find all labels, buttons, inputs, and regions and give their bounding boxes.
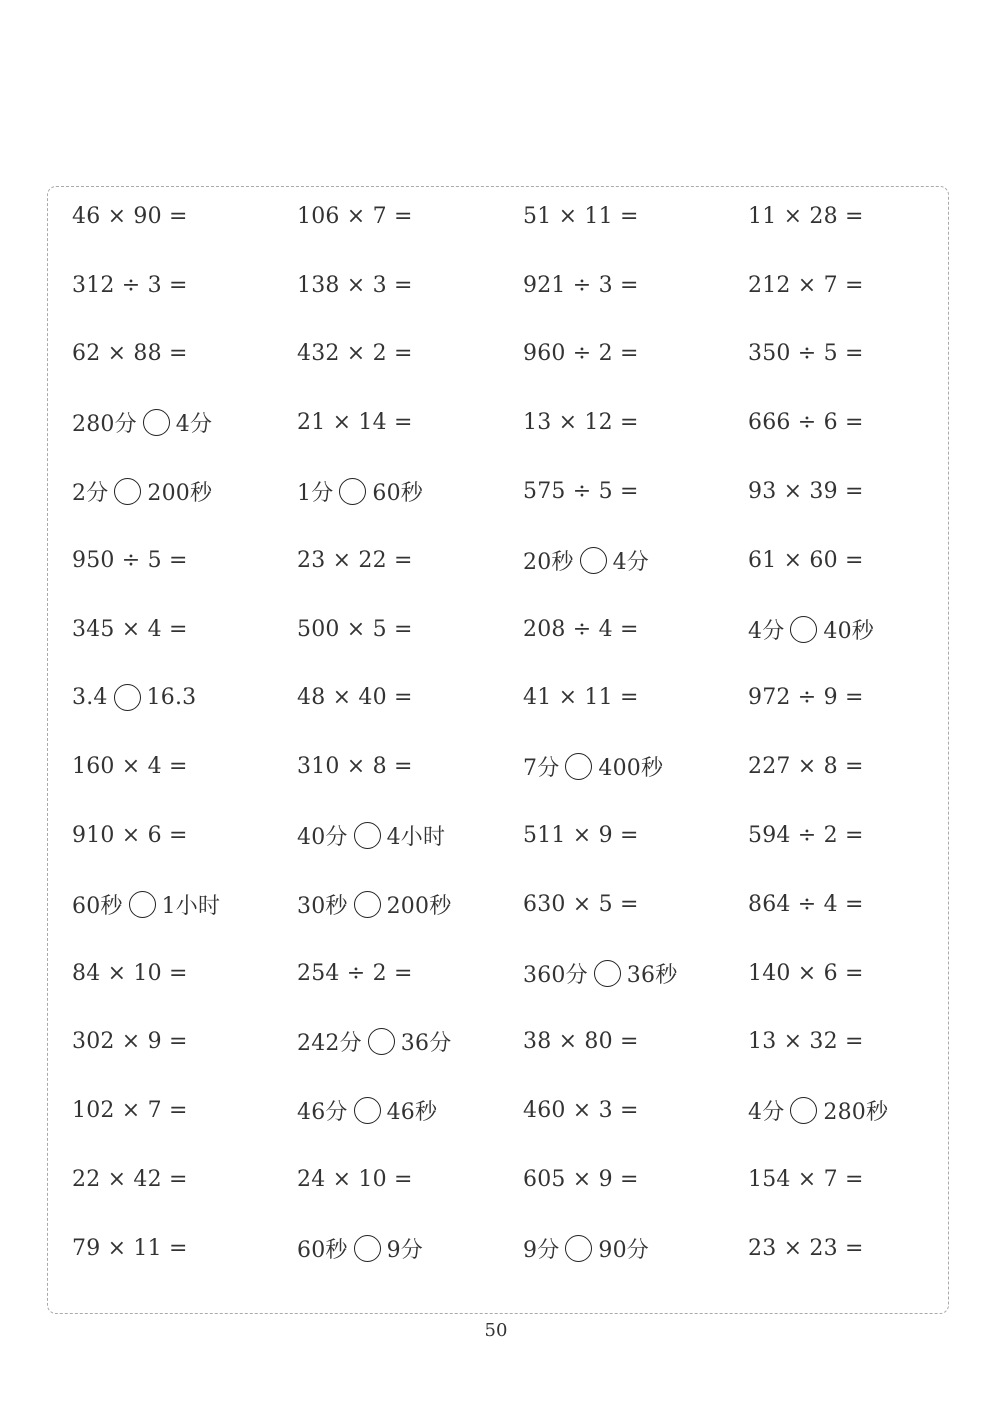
- compare-right: 36分: [400, 1031, 452, 1057]
- problem-text: 345 × 4 =: [72, 616, 188, 642]
- problem-text: 921 ÷ 3 =: [523, 272, 639, 298]
- answer-circle[interactable]: [368, 1028, 395, 1055]
- problem-text: 212 × 7 =: [748, 272, 864, 298]
- arithmetic-problem: [523, 870, 639, 939]
- compare-right: 9分: [386, 1237, 424, 1263]
- problem-text: 605 × 9 =: [523, 1167, 639, 1193]
- arithmetic-problem: [748, 732, 864, 801]
- answer-circle[interactable]: [354, 1097, 381, 1124]
- arithmetic-problem: [523, 595, 639, 664]
- compare-right: 4分: [612, 549, 650, 575]
- compare-left: 4分: [748, 1100, 785, 1126]
- arithmetic-problem: [297, 1145, 413, 1214]
- problem-text: 160 × 4 =: [72, 754, 188, 780]
- compare-right: 16.3: [146, 685, 197, 711]
- compare-right: 46秒: [386, 1100, 438, 1126]
- comparison-problem: [72, 870, 220, 939]
- comparison-problem: [297, 1214, 423, 1283]
- problem-text: 254 ÷ 2 =: [297, 960, 413, 986]
- problem-text: 500 × 5 =: [297, 616, 413, 642]
- problem-row: [72, 182, 972, 251]
- problem-row: [72, 732, 972, 801]
- problem-row: [72, 320, 972, 389]
- problem-text: 79 × 11 =: [72, 1235, 188, 1261]
- arithmetic-problem: [748, 320, 864, 389]
- compare-left: 4分: [748, 618, 785, 644]
- problem-text: 21 × 14 =: [297, 410, 413, 436]
- problem-text: 950 ÷ 5 =: [72, 547, 188, 573]
- arithmetic-problem: [748, 1214, 864, 1283]
- comparison-problem: [297, 1076, 437, 1145]
- problem-row: [72, 801, 972, 870]
- problem-text: 594 ÷ 2 =: [748, 823, 864, 849]
- problem-row: [72, 939, 972, 1008]
- arithmetic-problem: [297, 182, 413, 251]
- answer-circle[interactable]: [580, 547, 607, 574]
- compare-left: 20秒: [523, 549, 574, 575]
- problem-row: [72, 1076, 972, 1145]
- answer-circle[interactable]: [354, 891, 381, 918]
- problem-text: 84 × 10 =: [72, 960, 188, 986]
- problem-row: [72, 595, 972, 664]
- page-number: 50: [484, 1320, 508, 1341]
- compare-left: 7分: [523, 756, 560, 782]
- problem-text: 106 × 7 =: [297, 203, 413, 229]
- arithmetic-problem: [748, 939, 864, 1008]
- compare-left: 30秒: [297, 893, 348, 919]
- problem-row: [72, 1145, 972, 1214]
- answer-circle[interactable]: [143, 409, 170, 436]
- problem-text: 960 ÷ 2 =: [523, 341, 639, 367]
- problem-text: 23 × 22 =: [297, 547, 413, 573]
- problem-text: 51 × 11 =: [523, 203, 639, 229]
- problem-text: 62 × 88 =: [72, 341, 188, 367]
- arithmetic-problem: [748, 526, 864, 595]
- comparison-problem: [297, 1008, 451, 1077]
- problem-text: 511 × 9 =: [523, 823, 639, 849]
- arithmetic-problem: [523, 457, 639, 526]
- arithmetic-problem: [748, 870, 864, 939]
- problem-text: 910 × 6 =: [72, 823, 188, 849]
- comparison-problem: [748, 1076, 888, 1145]
- problem-text: 864 ÷ 4 =: [748, 891, 864, 917]
- problem-text: 46 × 90 =: [72, 203, 188, 229]
- problem-text: 972 ÷ 9 =: [748, 685, 864, 711]
- arithmetic-problem: [748, 251, 864, 320]
- problem-row: [72, 870, 972, 939]
- problem-text: 208 ÷ 4 =: [523, 616, 639, 642]
- compare-right: 200秒: [147, 481, 213, 507]
- compare-right: 60秒: [372, 481, 424, 507]
- arithmetic-problem: [72, 1008, 188, 1077]
- problem-text: 22 × 42 =: [72, 1167, 188, 1193]
- answer-circle[interactable]: [114, 684, 141, 711]
- arithmetic-problem: [297, 320, 413, 389]
- comparison-problem: [72, 664, 196, 733]
- problem-text: 630 × 5 =: [523, 891, 639, 917]
- compare-left: 60秒: [297, 1237, 348, 1263]
- problem-text: 432 × 2 =: [297, 341, 413, 367]
- arithmetic-problem: [523, 388, 639, 457]
- answer-circle[interactable]: [354, 1235, 381, 1262]
- compare-left: 2分: [72, 481, 109, 507]
- problem-text: 350 ÷ 5 =: [748, 341, 864, 367]
- comparison-problem: [523, 526, 649, 595]
- arithmetic-problem: [72, 1145, 188, 1214]
- arithmetic-problem: [72, 732, 188, 801]
- compare-right: 400秒: [598, 756, 664, 782]
- arithmetic-problem: [72, 526, 188, 595]
- compare-right: 4小时: [386, 825, 446, 851]
- arithmetic-problem: [523, 251, 639, 320]
- arithmetic-problem: [72, 1214, 188, 1283]
- problem-text: 140 × 6 =: [748, 960, 864, 986]
- compare-right: 200秒: [386, 893, 452, 919]
- arithmetic-problem: [297, 939, 413, 1008]
- arithmetic-problem: [72, 595, 188, 664]
- comparison-problem: [72, 388, 212, 457]
- answer-circle[interactable]: [354, 822, 381, 849]
- compare-left: 3.4: [72, 685, 108, 711]
- comparison-problem: [72, 457, 212, 526]
- arithmetic-problem: [523, 1076, 639, 1145]
- arithmetic-problem: [523, 320, 639, 389]
- problem-grid: [72, 182, 972, 1282]
- compare-right: 36秒: [626, 962, 678, 988]
- problem-row: [72, 251, 972, 320]
- compare-right: 280秒: [823, 1100, 889, 1126]
- problem-text: 666 ÷ 6 =: [748, 410, 864, 436]
- comparison-problem: [523, 939, 677, 1008]
- arithmetic-problem: [523, 1008, 639, 1077]
- compare-left: 360分: [523, 962, 588, 988]
- problem-row: [72, 1214, 972, 1283]
- answer-circle[interactable]: [790, 1097, 817, 1124]
- arithmetic-problem: [748, 1145, 864, 1214]
- problem-text: 41 × 11 =: [523, 685, 639, 711]
- comparison-problem: [748, 595, 874, 664]
- compare-left: 280分: [72, 412, 137, 438]
- compare-left: 46分: [297, 1100, 348, 1126]
- problem-text: 11 × 28 =: [748, 203, 864, 229]
- arithmetic-problem: [523, 801, 639, 870]
- problem-text: 13 × 32 =: [748, 1029, 864, 1055]
- compare-right: 4分: [175, 412, 213, 438]
- answer-circle[interactable]: [790, 616, 817, 643]
- problem-text: 575 ÷ 5 =: [523, 479, 639, 505]
- problem-text: 24 × 10 =: [297, 1167, 413, 1193]
- problem-row: [72, 664, 972, 733]
- arithmetic-problem: [523, 182, 639, 251]
- problem-text: 302 × 9 =: [72, 1029, 188, 1055]
- answer-circle[interactable]: [114, 478, 141, 505]
- compare-left: 9分: [523, 1237, 560, 1263]
- problem-row: [72, 526, 972, 595]
- arithmetic-problem: [523, 664, 639, 733]
- arithmetic-problem: [748, 457, 864, 526]
- comparison-problem: [523, 732, 663, 801]
- arithmetic-problem: [297, 526, 413, 595]
- arithmetic-problem: [72, 320, 188, 389]
- answer-circle[interactable]: [565, 753, 592, 780]
- arithmetic-problem: [297, 664, 413, 733]
- compare-right: 40秒: [823, 618, 875, 644]
- problem-text: 310 × 8 =: [297, 754, 413, 780]
- problem-text: 61 × 60 =: [748, 547, 864, 573]
- comparison-problem: [523, 1214, 649, 1283]
- arithmetic-problem: [297, 388, 413, 457]
- arithmetic-problem: [72, 1076, 188, 1145]
- compare-right: 1小时: [161, 893, 221, 919]
- problem-row: [72, 388, 972, 457]
- problem-row: [72, 457, 972, 526]
- comparison-problem: [297, 870, 451, 939]
- arithmetic-problem: [748, 388, 864, 457]
- arithmetic-problem: [748, 1008, 864, 1077]
- arithmetic-problem: [72, 182, 188, 251]
- answer-circle[interactable]: [129, 891, 156, 918]
- problem-row: [72, 1008, 972, 1077]
- problem-text: 102 × 7 =: [72, 1098, 188, 1124]
- problem-text: 13 × 12 =: [523, 410, 639, 436]
- arithmetic-problem: [748, 664, 864, 733]
- arithmetic-problem: [72, 801, 188, 870]
- comparison-problem: [297, 801, 445, 870]
- compare-left: 40分: [297, 825, 348, 851]
- problem-text: 48 × 40 =: [297, 685, 413, 711]
- problem-text: 23 × 23 =: [748, 1235, 864, 1261]
- problem-text: 227 × 8 =: [748, 754, 864, 780]
- problem-text: 93 × 39 =: [748, 479, 864, 505]
- compare-left: 1分: [297, 481, 334, 507]
- problem-text: 138 × 3 =: [297, 272, 413, 298]
- compare-left: 60秒: [72, 893, 123, 919]
- arithmetic-problem: [297, 251, 413, 320]
- arithmetic-problem: [297, 595, 413, 664]
- problem-text: 38 × 80 =: [523, 1029, 639, 1055]
- answer-circle[interactable]: [565, 1235, 592, 1262]
- arithmetic-problem: [72, 251, 188, 320]
- problem-text: 154 × 7 =: [748, 1167, 864, 1193]
- answer-circle[interactable]: [339, 478, 366, 505]
- problem-text: 460 × 3 =: [523, 1098, 639, 1124]
- comparison-problem: [297, 457, 423, 526]
- compare-right: 90分: [598, 1237, 650, 1263]
- arithmetic-problem: [748, 182, 864, 251]
- arithmetic-problem: [297, 732, 413, 801]
- arithmetic-problem: [72, 939, 188, 1008]
- problem-text: 312 ÷ 3 =: [72, 272, 188, 298]
- answer-circle[interactable]: [594, 960, 621, 987]
- arithmetic-problem: [523, 1145, 639, 1214]
- compare-left: 242分: [297, 1031, 362, 1057]
- arithmetic-problem: [748, 801, 864, 870]
